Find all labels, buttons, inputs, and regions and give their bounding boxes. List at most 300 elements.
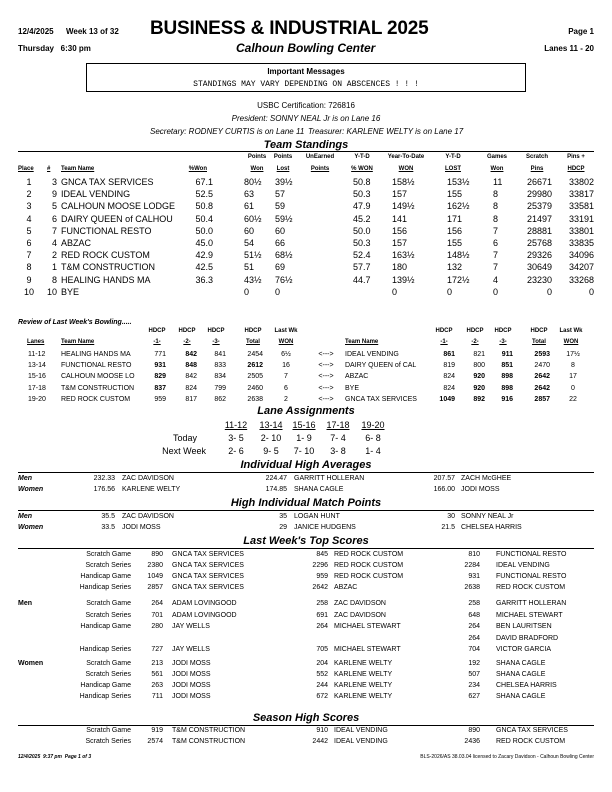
pct-won: 36.3 [195, 274, 213, 285]
b-game-3: 898 [501, 384, 513, 392]
pins-hdcp: 34207 [568, 262, 594, 273]
value-2: 691 [316, 611, 328, 619]
b-total: 2593 [534, 351, 550, 358]
name-2: LOGAN HUNT [294, 513, 340, 520]
ytd-lost: 148½ [447, 250, 470, 261]
name-2: KARLENE WELTY [334, 693, 393, 700]
scratch-pins: 26671 [526, 177, 552, 187]
ytd-won: 141 [392, 213, 408, 224]
points-won: 51 [244, 262, 255, 273]
name-3: FUNCTIONAL RESTO [496, 573, 567, 580]
next-week-pair: 2- 6 [228, 446, 244, 456]
team-b: DAIRY QUEEN of CAL [345, 362, 417, 370]
team-number: 1 [51, 262, 57, 273]
next-week-label: Next Week [162, 446, 206, 456]
value-1: 890 [151, 551, 163, 558]
place: 9 [26, 274, 32, 285]
pct-won: 50.4 [195, 213, 213, 224]
value-3: 264 [468, 623, 480, 630]
name-3: GARRITT HOLLERAN [496, 600, 567, 607]
ytd-won: 157 [392, 238, 408, 248]
team-number: 10 [46, 286, 57, 297]
name-1: KARLENE WELTY [122, 486, 181, 493]
review-col-won: Last Wk [274, 328, 298, 334]
a-total: 2505 [247, 373, 263, 381]
value-3: 810 [468, 551, 480, 558]
standings-col-pct: %Won [188, 166, 207, 172]
pins-hdcp: 33191 [568, 213, 594, 224]
lanes: 17-18 [28, 384, 46, 392]
name-1: JAY WELLS [172, 623, 210, 630]
name-2: IDEAL VENDING [334, 738, 388, 745]
messages-box [86, 63, 526, 92]
standings-col-ue-sub: Points [310, 166, 330, 172]
team-b: GNCA TAX SERVICES [345, 395, 417, 403]
value-2: 2296 [312, 562, 328, 569]
team-number: 8 [51, 274, 57, 285]
a-game-3: 841 [214, 351, 226, 358]
header-lanes: Lanes 11 - 20 [544, 44, 594, 53]
value-1: 33.5 [101, 524, 115, 531]
value-2: 29 [279, 524, 287, 531]
today-pair: 7- 4 [330, 433, 346, 443]
team-number: 4 [51, 238, 57, 248]
review-col-total: HDCP [244, 328, 262, 334]
name-1: GNCA TAX SERVICES [172, 584, 244, 591]
standings-col-ytdwon: Year-To-Date [387, 154, 425, 160]
team-name: CALHOUN MOOSE LODGE [61, 201, 176, 212]
category: Scratch Series [85, 562, 131, 569]
value-2: 258 [316, 600, 328, 607]
next-week-pair: 3- 8 [330, 446, 346, 456]
category: Scratch Game [86, 600, 131, 607]
value-3: 264 [468, 634, 480, 642]
points-won: 61 [244, 201, 255, 212]
b-game-3: 851 [501, 362, 513, 370]
a-total: 2454 [247, 351, 263, 358]
b-won: 17 [569, 373, 577, 381]
name-1: GNCA TAX SERVICES [172, 573, 244, 580]
pins-hdcp: 33801 [568, 225, 594, 236]
a-game-1: 771 [154, 351, 166, 358]
team-name: FUNCTIONAL RESTO [61, 225, 152, 236]
team-name: BYE [61, 286, 80, 297]
points-lost: 60 [275, 225, 286, 236]
points-won: 51½ [244, 250, 262, 261]
ytd-won: 163½ [392, 250, 415, 261]
a-game-1: 829 [154, 373, 166, 381]
assign-lane-19-20: 19-20 [361, 420, 385, 430]
name-2: RED ROCK CUSTOM [334, 562, 404, 569]
ytd-won: 157 [392, 189, 408, 200]
lanes: 15-16 [28, 373, 46, 381]
assignments-title: Lane Assignments [257, 405, 355, 417]
ytd-lost: 153½ [447, 177, 470, 187]
scratch-pins: 29980 [526, 189, 552, 200]
review-col-team: Team Name [61, 339, 95, 345]
points-won: 60 [244, 225, 255, 236]
value-2: 845 [316, 551, 328, 558]
a-game-3: 799 [214, 384, 226, 392]
team-number: 7 [51, 225, 57, 236]
a-won: 6½ [281, 351, 291, 358]
name-1: ZAC DAVIDSON [122, 513, 174, 520]
a-game-3: 862 [214, 395, 226, 403]
standings-col-pw: Points [247, 154, 267, 160]
name-2: KARLENE WELTY [334, 682, 393, 689]
value-1: 280 [151, 623, 163, 630]
name-1: ADAM LOVINGOOD [172, 600, 237, 607]
name-1: T&M CONSTRUCTION [172, 727, 246, 734]
a-game-1: 837 [154, 384, 166, 392]
ytd-pct: 52.4 [353, 250, 371, 261]
a-won: 7 [284, 373, 288, 381]
name-2: RED ROCK CUSTOM [334, 573, 404, 580]
b-won: 0 [571, 384, 575, 392]
games-won: 4 [493, 274, 499, 285]
pct-won: 50.0 [195, 225, 213, 236]
vs-arrow: <---> [318, 373, 334, 381]
a-game-3: 834 [214, 373, 226, 381]
group-label: Men [18, 475, 32, 482]
games-won: 8 [493, 189, 499, 200]
review-col-total-sub: Total [532, 339, 546, 345]
b-game-3: 898 [501, 373, 513, 381]
ytd-pct: 50.3 [353, 238, 371, 248]
name-2: ZAC DAVIDSON [334, 600, 386, 607]
value-1: 2380 [147, 562, 163, 569]
b-game-1: 861 [443, 351, 455, 358]
name-3: MICHAEL STEWART [496, 611, 563, 619]
standings-col-place: Place [18, 166, 34, 172]
value-1: 919 [151, 727, 163, 734]
name-3: ZACH McGHEE [461, 475, 512, 482]
a-won: 6 [284, 384, 288, 392]
assign-lane-15-16: 15-16 [292, 420, 316, 430]
ytd-won: 156 [392, 225, 408, 236]
ytd-won: 158½ [392, 177, 415, 187]
standings-col-pins: Pins + [567, 154, 585, 160]
standings-col-ue: UnEarned [305, 154, 335, 160]
name-3: RED ROCK CUSTOM [496, 738, 566, 745]
assign-lane-13-14: 13-14 [259, 420, 283, 430]
review-col-h3: HDCP [207, 328, 225, 334]
name-3: SHANA CAGLE [496, 671, 546, 678]
standings-col-gw-sub: Won [490, 166, 504, 172]
value-1: 2857 [147, 584, 163, 591]
value-2: 174.85 [265, 486, 287, 493]
team-number: 3 [51, 177, 57, 187]
value-1: 1049 [147, 573, 163, 580]
value-3: 2638 [464, 584, 480, 591]
value-1: 263 [151, 682, 163, 689]
next-week-pair: 9- 5 [263, 446, 279, 456]
a-game-2: 848 [185, 362, 197, 370]
name-1: JODI MOSS [172, 660, 211, 667]
review-col-won: Last Wk [559, 328, 583, 334]
a-game-2: 817 [185, 395, 197, 403]
points-lost: 76½ [275, 274, 293, 285]
standings-col-ytdlost: Y-T-D [445, 154, 461, 160]
team-name: IDEAL VENDING [61, 189, 131, 200]
points-lost: 59 [275, 201, 286, 212]
ytd-pct: 44.7 [353, 274, 371, 285]
points-won: 60½ [244, 213, 262, 224]
points-lost: 39½ [275, 177, 293, 187]
b-game-2: 920 [473, 384, 485, 392]
footer-left: 12/4/2025 9:37 pm Page 1 of 3 [18, 754, 92, 760]
team-name: ABZAC [61, 238, 92, 248]
games-won: 7 [493, 250, 499, 261]
team-number: 5 [51, 201, 57, 212]
ytd-lost: 155 [447, 189, 463, 200]
points-won: 0 [244, 286, 250, 297]
place: 2 [26, 189, 32, 200]
footer-right: BLS-2026/AS 38.03.04 licensed to Zacary Davidson - Calhoun Bowling Center [420, 754, 594, 760]
team-name: DAIRY QUEEN of CALHOU [61, 213, 173, 224]
ytd-pct: 45.2 [353, 213, 371, 224]
pct-won: 50.8 [195, 201, 213, 212]
value-2: 959 [316, 573, 328, 580]
value-1: 561 [151, 671, 163, 678]
standings-col-team: Team Name [61, 166, 95, 172]
a-game-2: 824 [185, 384, 197, 392]
center-name: Calhoun Bowling Center [236, 41, 376, 55]
place: 7 [26, 250, 32, 261]
review-col-h2-sub: -2- [183, 339, 191, 345]
name-1: GNCA TAX SERVICES [172, 551, 244, 558]
team-a: T&M CONSTRUCTION [61, 384, 135, 392]
pct-won: 42.9 [195, 250, 213, 261]
standings-col-pl: Points [273, 154, 293, 160]
points-lost: 66 [275, 238, 286, 248]
lanes: 13-14 [28, 362, 46, 370]
top-scores-title: Last Week's Top Scores [243, 535, 369, 547]
review-col-h3-sub: -3- [212, 339, 220, 345]
b-game-2: 821 [473, 351, 485, 358]
value-3: 258 [468, 600, 480, 607]
team-b: IDEAL VENDING [345, 351, 399, 358]
name-3: GNCA TAX SERVICES [496, 727, 568, 734]
category: Handicap Game [80, 573, 131, 580]
standings-col-gw: Games [486, 154, 507, 160]
ytd-lost: 172½ [447, 274, 470, 285]
a-won: 2 [284, 395, 288, 403]
value-3: 648 [468, 611, 480, 619]
value-1: 701 [151, 611, 163, 619]
a-game-3: 833 [214, 362, 226, 370]
b-total: 2642 [534, 373, 550, 381]
ytd-pct: 50.3 [353, 189, 371, 200]
standings-title: Team Standings [263, 139, 349, 151]
pins-hdcp: 0 [588, 286, 594, 297]
category: Handicap Series [79, 584, 131, 591]
b-won: 17½ [566, 351, 580, 358]
ytd-lost: 156 [447, 225, 463, 236]
name-2: MICHAEL STEWART [334, 623, 401, 630]
standings-col-pw-sub: Won [250, 166, 264, 172]
b-game-2: 920 [473, 373, 485, 381]
president: President: SONNY NEAL Jr is on Lane 16 [231, 114, 381, 123]
points-won: 63 [244, 189, 255, 200]
today-label: Today [172, 433, 197, 443]
points-won: 43½ [244, 274, 262, 285]
place: 8 [26, 262, 32, 273]
value-2: 224.47 [265, 475, 287, 482]
vs-arrow: <---> [318, 384, 334, 392]
review-col-h1-sub: -1- [440, 339, 448, 345]
ytd-pct: 50.8 [353, 177, 371, 187]
pins-hdcp: 33581 [568, 201, 594, 212]
place: 10 [23, 286, 34, 297]
name-3: VICTOR GARCIA [496, 646, 552, 653]
b-game-2: 800 [473, 362, 485, 370]
name-1: T&M CONSTRUCTION [172, 738, 246, 745]
pins-hdcp: 33817 [568, 189, 594, 200]
messages-title: Important Messages [267, 67, 345, 76]
b-total: 2642 [534, 384, 550, 392]
value-2: 910 [316, 727, 328, 734]
name-1: GNCA TAX SERVICES [172, 562, 244, 569]
games-won: 7 [493, 225, 499, 236]
lanes: 11-12 [28, 351, 46, 358]
a-total: 2612 [247, 362, 263, 370]
today-pair: 6- 8 [365, 433, 381, 443]
place: 1 [26, 177, 32, 187]
name-2: SHANA CAGLE [294, 486, 344, 493]
points-won: 80½ [244, 177, 262, 187]
value-1: 2574 [147, 738, 163, 745]
scratch-pins: 0 [546, 286, 552, 297]
name-2: JANICE HUDGENS [294, 524, 356, 531]
name-2: IDEAL VENDING [334, 727, 388, 734]
value-2: 204 [316, 660, 328, 667]
pct-won: 42.5 [195, 262, 213, 273]
group-label: Women [18, 486, 44, 493]
points-lost: 59½ [275, 213, 293, 224]
vs-arrow: <---> [318, 362, 334, 370]
review-col-lanes: Lanes [27, 339, 45, 345]
header-week: Week 13 of 32 [66, 27, 119, 36]
value-3: 890 [468, 727, 480, 734]
ytd-lost: 132 [447, 262, 463, 273]
review-col-won-sub: WON [278, 339, 294, 345]
review-col-total: HDCP [530, 328, 548, 334]
ytd-lost: 162½ [447, 201, 470, 212]
review-title: Review of Last Week's Bowling..... [18, 319, 132, 326]
pins-hdcp: 33835 [568, 238, 594, 248]
pct-won: 67.1 [195, 177, 213, 187]
group-label: Men [18, 513, 32, 520]
value-1: 232.33 [93, 475, 115, 482]
name-3: CHELSEA HARRIS [461, 524, 522, 531]
name-2: KARLENE WELTY [334, 671, 393, 678]
b-game-3: 911 [501, 351, 513, 358]
category: Scratch Series [85, 738, 131, 745]
name-3: BEN LAURITSEN [496, 623, 552, 630]
header-day-time: Thursday 6:30 pm [18, 44, 91, 53]
next-week-pair: 7- 10 [293, 446, 315, 456]
group-label: Women [18, 660, 44, 667]
name-3: SHANA CAGLE [496, 660, 546, 667]
ytd-lost: 155 [447, 238, 463, 248]
standings-col-ytdlost-sub: LOST [445, 166, 461, 172]
secretary: Secretary: RODNEY CURTIS is on Lane 11 [150, 127, 305, 136]
a-game-2: 842 [185, 373, 197, 381]
vs-arrow: <---> [318, 351, 334, 358]
header-date: 12/4/2025 [18, 27, 54, 36]
scratch-pins: 21497 [526, 213, 552, 224]
a-game-1: 931 [154, 362, 166, 370]
scratch-pins: 28881 [526, 225, 552, 236]
value-2: 672 [316, 693, 328, 700]
ytd-pct: 50.0 [353, 225, 371, 236]
standings-col-scratch: Scratch [525, 154, 548, 160]
team-name: GNCA TAX SERVICES [61, 177, 154, 187]
name-2: GARRITT HOLLERAN [294, 475, 365, 482]
review-col-h2: HDCP [466, 328, 484, 334]
today-pair: 1- 9 [296, 433, 312, 443]
ytd-lost: 0 [447, 286, 453, 297]
b-game-1: 1049 [439, 395, 455, 403]
value-3: 627 [468, 693, 480, 700]
value-1: 176.56 [93, 486, 115, 493]
review-col-h1: HDCP [435, 328, 453, 334]
vs-arrow: <---> [318, 395, 334, 403]
games-won: 8 [493, 213, 499, 224]
b-game-1: 819 [443, 362, 455, 370]
name-2: KARLENE WELTY [334, 660, 393, 667]
category: Handicap Game [80, 682, 131, 689]
team-b: ABZAC [345, 373, 369, 381]
a-total: 2638 [247, 395, 263, 403]
name-1: JAY WELLS [172, 646, 210, 653]
games-won: 7 [493, 262, 499, 273]
assign-lane-17-18: 17-18 [326, 420, 350, 430]
value-1: 711 [151, 693, 163, 700]
lanes: 19-20 [28, 395, 46, 403]
name-1: ADAM LOVINGOOD [172, 611, 237, 619]
scratch-pins: 25379 [526, 201, 552, 212]
assign-lane-11-12: 11-12 [224, 420, 248, 430]
value-2: 552 [316, 671, 328, 678]
value-3: 234 [468, 682, 480, 689]
value-3: 207.57 [433, 475, 455, 482]
group-label: Women [18, 524, 44, 531]
review-col-h2: HDCP [178, 328, 196, 334]
value-3: 192 [468, 660, 480, 667]
b-game-1: 824 [443, 384, 455, 392]
name-2: ABZAC [334, 584, 358, 591]
b-game-1: 824 [443, 373, 455, 381]
name-1: JODI MOSS [172, 671, 211, 678]
games-won: 6 [493, 238, 499, 248]
value-3: 30 [447, 513, 455, 520]
pins-hdcp: 33802 [568, 177, 594, 187]
standings-col-pl-sub: Lost [276, 166, 290, 172]
standings-col-ytdpct: Y-T-D [354, 154, 370, 160]
page-title: BUSINESS & INDUSTRIAL 2025 [150, 18, 429, 39]
review-col-h1: HDCP [148, 328, 166, 334]
name-3: SHANA CAGLE [496, 693, 546, 700]
ytd-won: 139½ [392, 274, 415, 285]
b-total: 2470 [534, 362, 550, 370]
review-col-h3-sub: -3- [499, 339, 507, 345]
match-points-title: High Individual Match Points [230, 497, 382, 509]
team-a: FUNCTIONAL RESTO [61, 362, 132, 370]
standings-col-scratch-sub: Pins [530, 166, 544, 172]
value-3: 166.00 [433, 486, 455, 493]
